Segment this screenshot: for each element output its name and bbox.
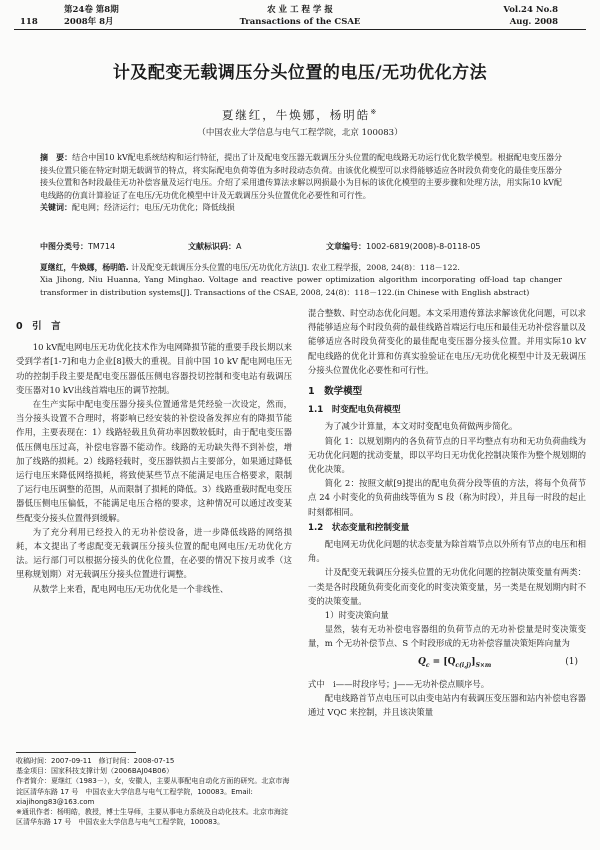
citation-en: Xia Jihong, Niu Huanna, Yang Minghao. Voltage and reactive power optimization algorithm incorporating off-load tap changer transformer in distribution systems[J]. Transactions of the CSAE, 2008, 24(8)：118－122.(in Chinese with English abstract) (40, 275, 562, 297)
header-volume-en: Vol.24 No.8 (503, 5, 558, 15)
eq-close: ] (471, 656, 476, 667)
right-paragraph-7: 1）时变决策向量 (324, 610, 389, 621)
right-paragraph-2: 为了减少计算量，本文对时变配电负荷做两步简化。 (324, 421, 518, 432)
left-paragraph-2: 在生产实际中配电变压器分接头位置通常是凭经验一次设定，然而，当分接头设置不合理时，将影响已经安装的补偿设备发挥应有的降损节能作用，主要表现在：1）线路轻载且负荷功率因数较低时，由于配电变压器低压侧电压过高，补偿电容器不能动作。线路的无功缺失得不到补偿，增加了线路的损耗。2）线路轻载时，变压器铁损占主要部分，如果通过降低运行电压来降低网络损耗，将致使某些节点不能满足电压合格要求，限制了运行电压调整的范围，从而限制了损耗的降低。3）线路重载时配电变压器低压侧电压偏低，不能满足电压合格的要求，这种情况可以通过改变某些配变分接头位置得到缓解。 (16, 399, 292, 523)
section-1-heading: 1 数学模型 (308, 386, 363, 398)
paper-title: 计及配变无载调压分头位置的电压/无功优化方法 (112, 63, 488, 83)
header-rule (14, 29, 586, 30)
citation (40, 262, 562, 299)
right-paragraph-10: 配电线路首节点电压可以由变电站内有载调压变压器和站内补偿电容器通过 VQC 来控制，并且该决策量 (308, 692, 586, 718)
equation-number: (1) (565, 656, 578, 667)
article-no-value: 1002-6819(2008)-8-0118-05 (366, 242, 481, 251)
abstract-text: 结合中国10 kV配电系统结构和运行特征，提出了计及配电变压器无载调压分头位置的配电线路无功运行优化数学模型。根据配电变压器分接头位置只能在特定时期无载调节的特点，将实际配电负荷等值为多时段动态负荷。由该优化模型可以求得能够适应各时段负荷变化的最佳变压器分接头位置和各时段最佳无功补偿容量及运行电压。介绍了采用遗传算法求解以网损最小为目标的该优化模型的主要步骤和处理方法，用实际10 kV配电线路的仿真计算验证了在电压/无功优化模型中计及无载调压分头位置优化必要性和可行性。 (40, 153, 563, 200)
footnotes (16, 756, 292, 827)
affiliation: （中国农业大学信息与电气工程学院，北京 100083） (197, 128, 403, 138)
doc-code-label: 文献标识码： (188, 242, 236, 251)
author-list (0, 107, 600, 123)
left-paragraph-3: 为了充分利用已经投入的无功补偿设备，进一步降低线路的网络损耗，本文提出了考虑配变无载调压分接头位置的配电网电压/无功优化方法。运行部门可以根据分接头的优化位置，在必要的情况下按月或季（这里称规划期）对无载调压分接头位置进行调整。 (16, 526, 292, 580)
abstract (40, 152, 562, 215)
header-volume-cn: 第24卷 第8期 (64, 5, 119, 15)
document-code (188, 241, 241, 252)
author-names: 夏继红，牛焕娜，杨明皓 (221, 108, 371, 122)
clc-value: TM714 (88, 242, 116, 251)
footnote-fund: 基金项目：国家科技支撑计划（2006BAJ04B06） (16, 767, 174, 776)
clc-number (40, 241, 115, 252)
eq-rhs-sub: c(i,j) (455, 661, 472, 669)
citation-cn-rest: 计及配变无载调压分头位置的电压/无功优化方法[J]. 农业工程学报，2008, 24(8)：118－122. (128, 263, 460, 272)
abstract-label: 摘 要： (40, 153, 73, 162)
right-paragraph-9: 式中 i——时段序号；j——无功补偿点顺序号。 (308, 678, 490, 689)
article-no-label: 文章编号： (326, 242, 366, 251)
section-1-1-heading: 1.1 时变配电负荷模型 (308, 405, 401, 416)
right-paragraph-1: 混合整数、时空动态优化问题。本文采用遗传算法求解该优化问题，可以求得能够适应每个时段负荷的最佳线路首端运行电压和最佳无功补偿容量以及能够适应各时段负荷变化的最佳配电变压器分接头位置。并用实际10 kV 配电线路的优化计算和仿真实验验证在电压/无功优化模型中计及无载调压分接头位置优化必要性和可行性。 (308, 308, 586, 375)
article-number (326, 241, 481, 252)
footnote-corresponding: ※通讯作者：杨明皓，教授，博士生导师，主要从事电力系统及自动化技术。北京市海淀区清华东路 17 号 中国农业大学信息与电气工程学院，100083。 (16, 808, 288, 827)
section-1-2-heading: 1.2 状态变量和控制变量 (308, 522, 410, 533)
eq-dim: S×m (475, 661, 492, 669)
eq-rhs: = [Q (432, 656, 456, 667)
footnote-received: 收稿时间：2007-09-11 修订时间：2008-07-15 (16, 757, 175, 765)
header-date-en: Aug. 2008 (509, 17, 558, 27)
doc-code-value: A (236, 242, 242, 251)
keywords-label: 关键词： (40, 203, 72, 213)
footnote-rule (16, 752, 136, 753)
right-paragraph-3: 简化 1：以规划期内的各负荷节点的日平均整点有功和无功负荷曲线为无功优化问题的扰动变量，即以平均日无功优化控制决策作为整个规划期的优化决策。 (308, 435, 586, 475)
header-journal-en: Transactions of the CSAE (239, 17, 361, 27)
right-column (308, 306, 586, 719)
section-0-heading: 0 引 言 (16, 321, 61, 332)
header-date-cn: 2008年 8月 (64, 17, 114, 27)
right-paragraph-8: 显然，装有无功补偿电容器组的负荷节点的无功补偿量是时变决策变量，m 个无功补偿节点、S 个时段形成的无功补偿容量决策矩阵向量为 (308, 624, 586, 649)
left-column (16, 320, 292, 596)
header-journal-cn: 农 业 工 程 学 报 (267, 5, 333, 15)
eq-lhs: Q (418, 656, 426, 667)
header-page-number: 118 (20, 17, 38, 27)
citation-cn-authors: 夏继红，牛焕娜，杨明皓. (40, 263, 129, 272)
keywords-text: 配电网；经济运行；电压/无功优化；降低线损 (72, 203, 235, 213)
corresponding-mark: ※ (370, 108, 379, 117)
right-paragraph-4: 简化 2：按照文献[9]提出的配电负荷分段等值的方法，将每个负荷节点 24 小时变化的负荷曲线等值为 S 段（称为时段），并且每一时段的起止时刻都相同。 (308, 478, 586, 517)
right-paragraph-6: 计及配变无载调压分接头位置的无功优化问题的控制决策变量有两类：一类是各时段随负荷变化而变化的时变决策变量，另一类是在规划期内时不变的决策变量。 (308, 567, 586, 606)
equation-1 (308, 653, 586, 675)
left-paragraph-4: 从数学上来看，配电网电压/无功优化是一个非线性、 (32, 583, 229, 594)
eq-lhs-sub: c (425, 661, 430, 669)
equation-body (418, 655, 491, 673)
right-paragraph-5: 配电网无功优化问题的状态变量为除首端节点以外所有节点的电压和相角。 (308, 539, 586, 564)
clc-label: 中图分类号： (40, 242, 88, 251)
left-paragraph-1: 10 kV配电网电压无功优化技术作为电网降损节能的重要手段长期以来受到学者[1-7]和电力企业[8]极大的重视。目前中国 10 kV 配电网电压无功的控制手段主要是配电变压器低压侧电容器投切控制和变电站有载调压变压器对10 kV出线首端电压的调节控制。 (16, 342, 292, 395)
footnote-author-bio: 作者简介：夏继红（1983－），女，安徽人，主要从事配电自动化方面的研究。北京市海淀区清华东路 17 号 中国农业大学信息与电气工程学院，100083。Email: xiajihong83@163.com (16, 777, 290, 806)
